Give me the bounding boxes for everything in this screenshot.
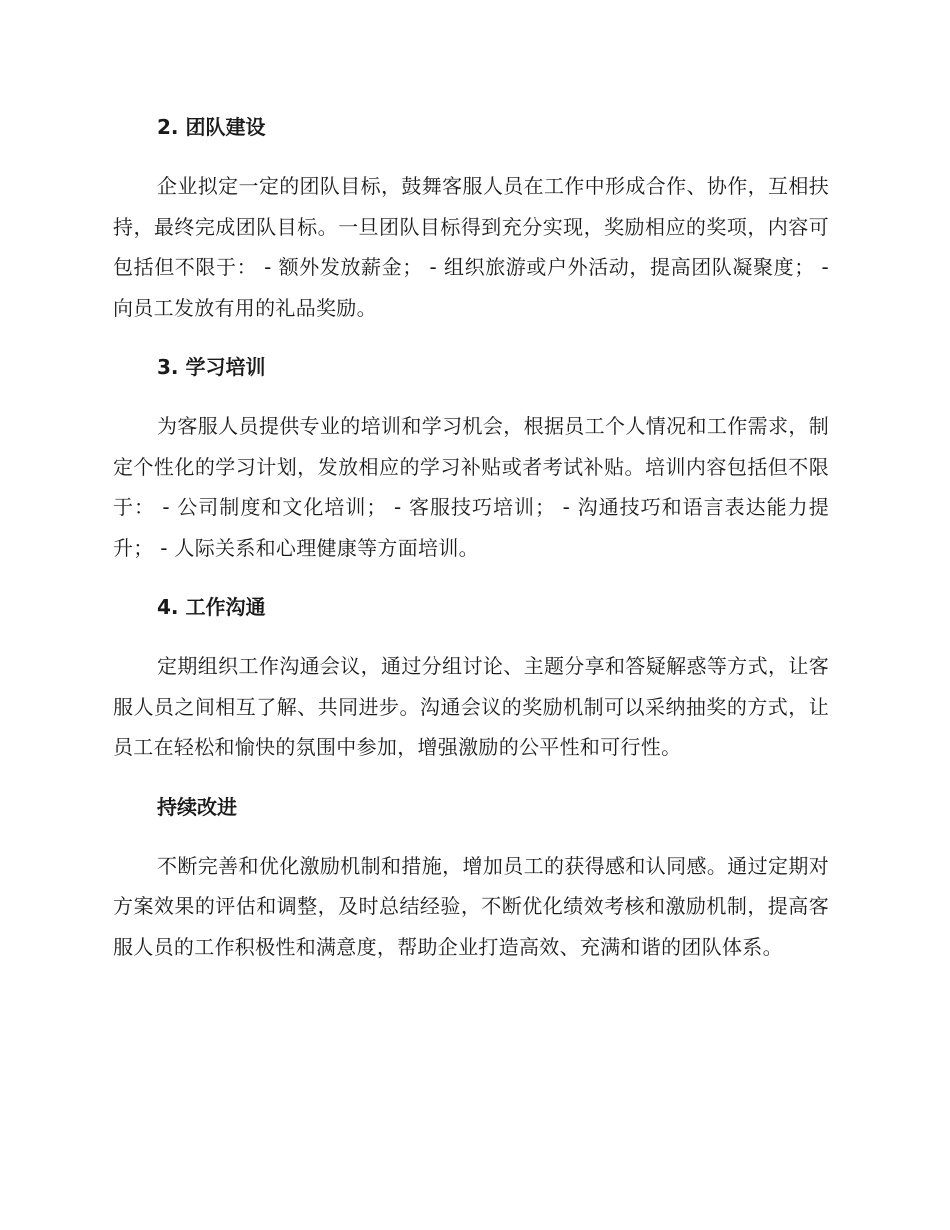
- section-heading: 4. 工作沟通: [157, 595, 266, 619]
- section-heading: 3. 学习培训: [157, 355, 266, 379]
- section-paragraph: 不断完善和优化激励机制和措施，增加员工的获得感和认同感。通过定期对方案效果的评估和调整，及时总结经验，不断优化绩效考核和激励机制，提高客服人员的工作积极性和满意度，帮助企业打造高效、充满和谐的团队体系。: [113, 853, 829, 959]
- section-paragraph: 为客服人员提供专业的培训和学习机会，根据员工个人情况和工作需求，制定个性化的学习计划，发放相应的学习补贴或者考试补贴。培训内容包括但不限于： - 公司制度和文化培训； - 客服技巧培训； - 沟通技巧和语言表达能力提升； - 人际关系和心理健康等方面培训。: [113, 414, 829, 560]
- section-paragraph: 定期组织工作沟通会议，通过分组讨论、主题分享和答疑解惑等方式，让客服人员之间相互了解、共同进步。沟通会议的奖励机制可以采纳抽奖的方式，让员工在轻松和愉快的氛围中参加，增强激励的公平性和可行性。: [113, 654, 829, 759]
- document-body: [113, 108, 829, 967]
- section-continuous-improvement: [113, 788, 829, 968]
- section-paragraph: 企业拟定一定的团队目标，鼓舞客服人员在工作中形成合作、协作，互相扶持，最终完成团队目标。一旦团队目标得到充分实现，奖励相应的奖项，内容可包括但不限于： - 额外发放薪金； - 组织旅游或户外活动，提高团队凝聚度； - 向员工发放有用的礼品奖励。: [113, 174, 829, 320]
- section-heading: 2. 团队建设: [157, 115, 266, 139]
- section-team-building: [113, 108, 829, 328]
- section-learning-training: [113, 348, 829, 568]
- section-heading: 持续改进: [157, 794, 237, 819]
- section-work-communication: [113, 588, 829, 768]
